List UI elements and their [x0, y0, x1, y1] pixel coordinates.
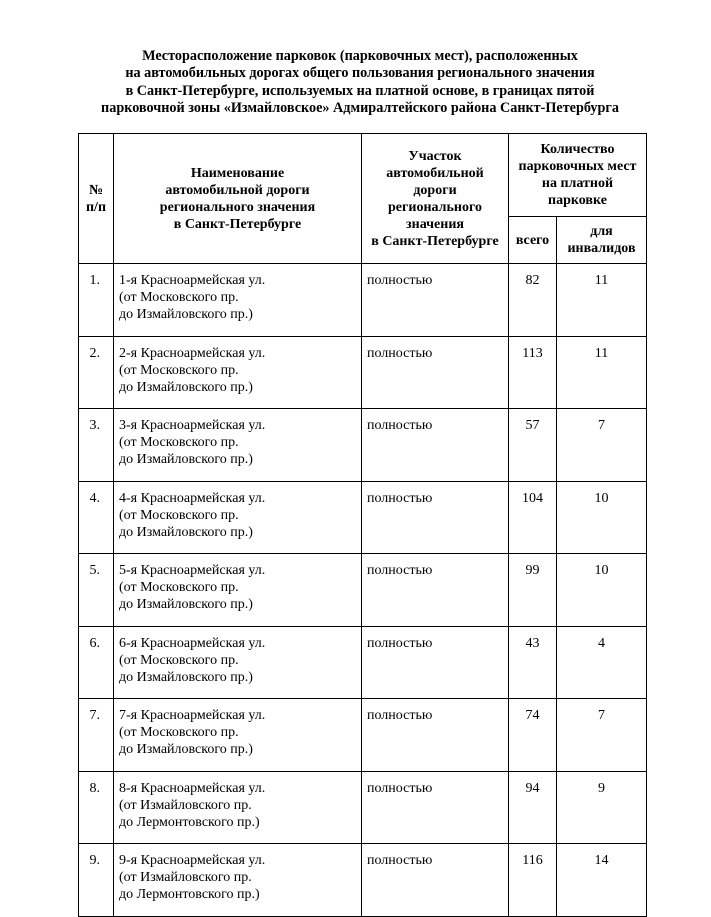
row-number: 2. — [79, 336, 114, 409]
road-section: полностью — [362, 481, 509, 554]
total-spaces: 104 — [509, 481, 557, 554]
table-row — [79, 626, 647, 699]
row-number: 3. — [79, 409, 114, 482]
road-section: полностью — [362, 699, 509, 772]
total-spaces: 74 — [509, 699, 557, 772]
row-number: 8. — [79, 771, 114, 844]
total-spaces: 57 — [509, 409, 557, 482]
disabled-spaces: 11 — [557, 264, 647, 337]
road-section: полностью — [362, 264, 509, 337]
row-number: 6. — [79, 626, 114, 699]
road-name: 3-я Красноармейская ул. (от Московского пр. до Измайловского пр.) — [114, 409, 362, 482]
road-name: 5-я Красноармейская ул. (от Московского пр. до Измайловского пр.) — [114, 554, 362, 627]
row-number: 5. — [79, 554, 114, 627]
road-name: 6-я Красноармейская ул. (от Московского пр. до Измайловского пр.) — [114, 626, 362, 699]
disabled-spaces: 7 — [557, 409, 647, 482]
document-title — [60, 48, 660, 117]
table-row — [79, 771, 647, 844]
table-row — [79, 554, 647, 627]
total-spaces: 43 — [509, 626, 557, 699]
disabled-spaces: 9 — [557, 771, 647, 844]
header-disabled: для инвалидов — [557, 217, 647, 264]
table-row — [79, 336, 647, 409]
title-line: Месторасположение парковок (парковочных мест), расположенных — [142, 48, 578, 64]
header-number: № п/п — [79, 134, 114, 264]
road-name: 2-я Красноармейская ул. (от Московского пр. до Измайловского пр.) — [114, 336, 362, 409]
table-row — [79, 699, 647, 772]
total-spaces: 94 — [509, 771, 557, 844]
road-section: полностью — [362, 409, 509, 482]
road-section: полностью — [362, 844, 509, 917]
disabled-spaces: 14 — [557, 844, 647, 917]
total-spaces: 82 — [509, 264, 557, 337]
disabled-spaces: 4 — [557, 626, 647, 699]
disabled-spaces: 10 — [557, 554, 647, 627]
title-line: на автомобильных дорогах общего пользования регионального значения — [125, 65, 595, 82]
road-section: полностью — [362, 336, 509, 409]
table-row — [79, 844, 647, 917]
row-number: 4. — [79, 481, 114, 554]
road-name: 1-я Красноармейская ул. (от Московского пр. до Измайловского пр.) — [114, 264, 362, 337]
road-name: 9-я Красноармейская ул. (от Измайловского пр. до Лермонтовского пр.) — [114, 844, 362, 917]
total-spaces: 99 — [509, 554, 557, 627]
title-line: парковочной зоны «Измайловское» Адмиралтейского района Санкт-Петербурга — [101, 99, 619, 116]
disabled-spaces: 7 — [557, 699, 647, 772]
table-row — [79, 409, 647, 482]
header-road-name: Наименование автомобильной дороги регионального значения в Санкт-Петербурге — [114, 134, 362, 264]
table-row — [79, 481, 647, 554]
row-number: 7. — [79, 699, 114, 772]
parking-table — [78, 133, 647, 917]
header-road-section: Участок автомобильной дороги регионального значения в Санкт-Петербурге — [362, 134, 509, 264]
road-section: полностью — [362, 626, 509, 699]
disabled-spaces: 11 — [557, 336, 647, 409]
road-section: полностью — [362, 554, 509, 627]
disabled-spaces: 10 — [557, 481, 647, 554]
total-spaces: 113 — [509, 336, 557, 409]
title-line: в Санкт-Петербурге, используемых на платной основе, в границах пятой — [125, 82, 595, 99]
road-name: 7-я Красноармейская ул. (от Московского пр. до Измайловского пр.) — [114, 699, 362, 772]
row-number: 9. — [79, 844, 114, 917]
header-parking-count: Количество парковочных мест на платной парковке — [509, 134, 647, 217]
row-number: 1. — [79, 264, 114, 337]
road-name: 4-я Красноармейская ул. (от Московского пр. до Измайловского пр.) — [114, 481, 362, 554]
header-total: всего — [509, 217, 557, 264]
table-row — [79, 264, 647, 337]
road-name: 8-я Красноармейская ул. (от Измайловского пр. до Лермонтовского пр.) — [114, 771, 362, 844]
road-section: полностью — [362, 771, 509, 844]
total-spaces: 116 — [509, 844, 557, 917]
